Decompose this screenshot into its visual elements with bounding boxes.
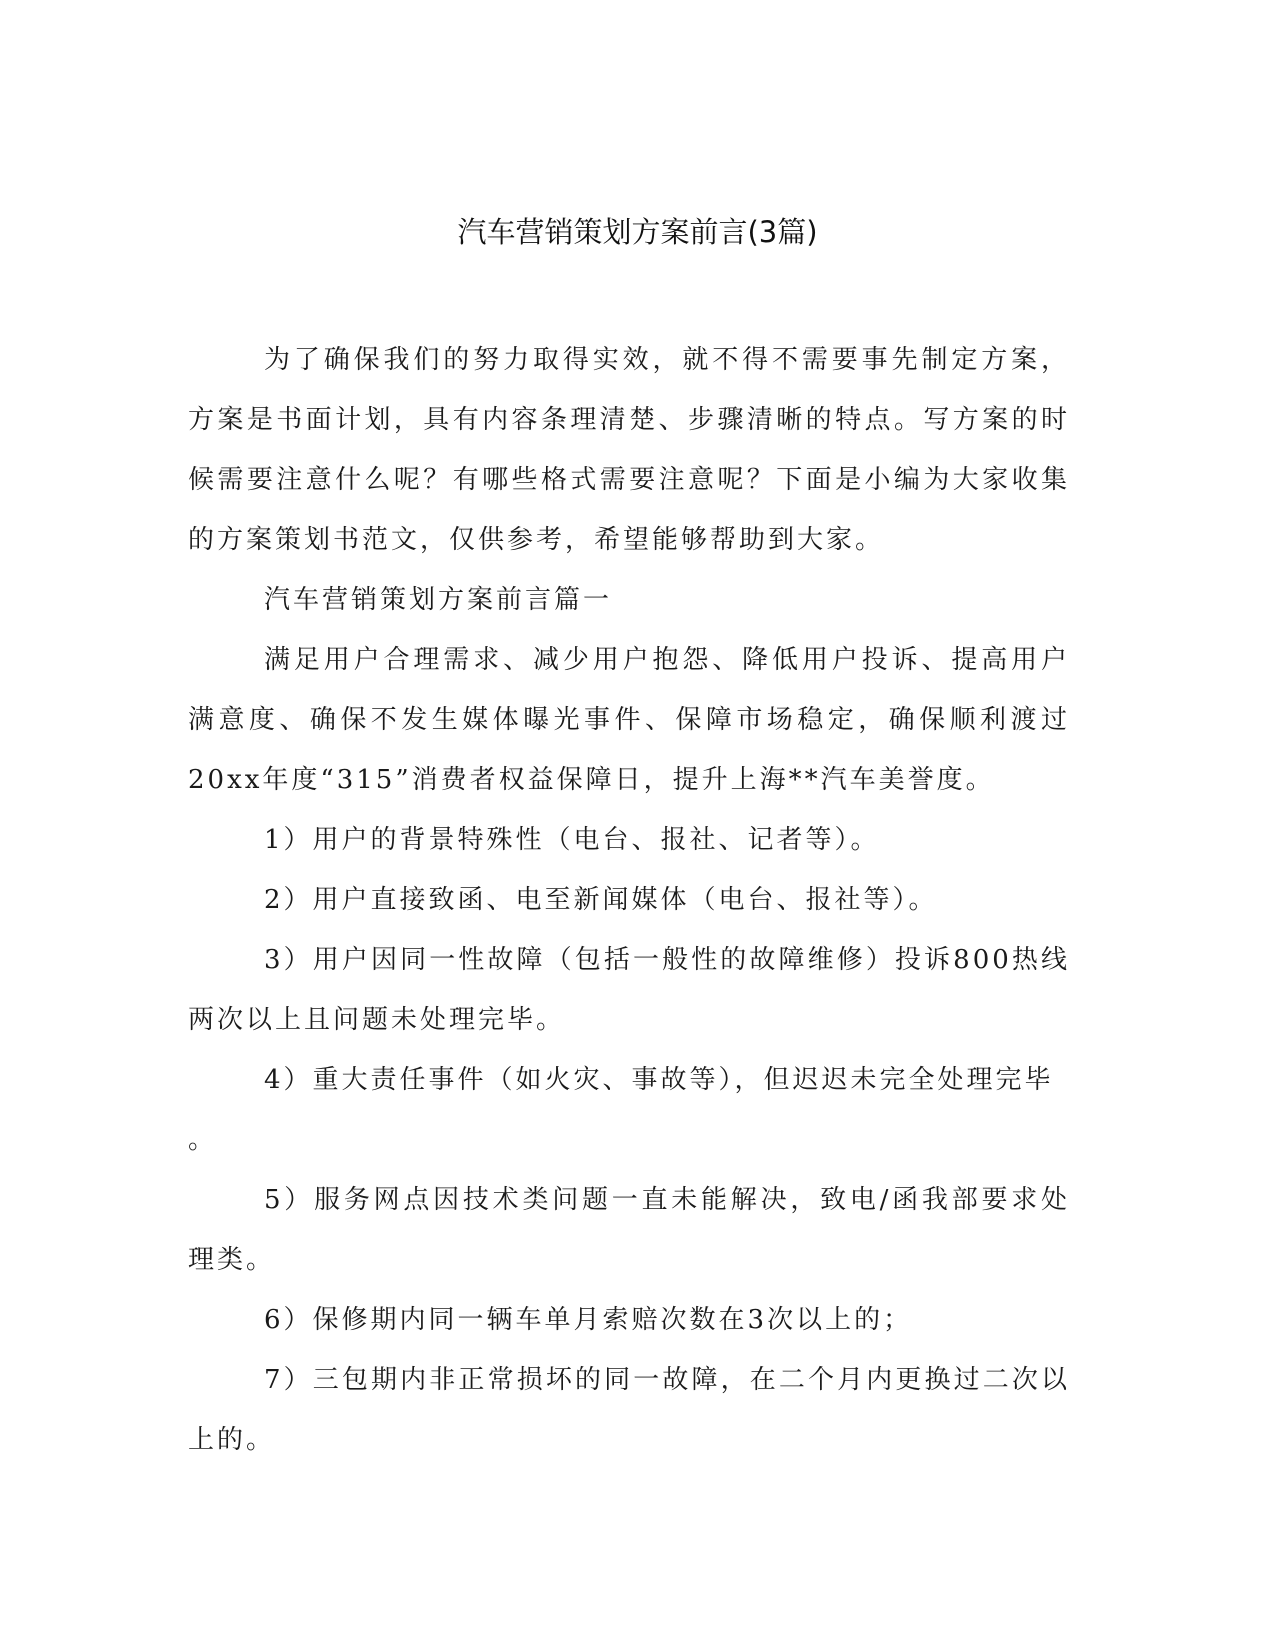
document-title: 汽车营销策划方案前言(3篇)	[457, 215, 818, 249]
list-item: 5）服务网点因技术类问题一直未能解决，致电/函我部要求处理类。	[188, 1185, 1070, 1275]
intro-paragraph: 为了确保我们的努力取得实效，就不得不需要事先制定方案，方案是书面计划，具有内容条理清楚、步骤清晰的特点。写方案的时候需要注意什么呢？有哪些格式需要注意呢？下面是小编为大家收集的方案策划书范文，仅供参考，希望能够帮助到大家。	[188, 345, 1070, 555]
list-item: 6）保修期内同一辆车单月索赔次数在3次以上的；	[264, 1305, 913, 1335]
list-item-continuation: 。	[188, 1125, 218, 1155]
list-item: 7）三包期内非正常损坏的同一故障，在二个月内更换过二次以上的。	[188, 1365, 1070, 1455]
goal-paragraph: 满足用户合理需求、减少用户抱怨、降低用户投诉、提高用户满意度、确保不发生媒体曝光事件、保障市场稳定，确保顺利渡过20xx年度“315”消费者权益保障日，提升上海**汽车美誉度。	[188, 645, 1070, 795]
list-item: 1）用户的背景特殊性（电台、报社、记者等）。	[264, 825, 880, 855]
document-body	[188, 330, 1070, 1470]
section-heading: 汽车营销策划方案前言篇一	[264, 585, 613, 615]
list-item: 2）用户直接致函、电至新闻媒体（电台、报社等）。	[264, 885, 938, 915]
list-item: 3）用户因同一性故障（包括一般性的故障维修）投诉800热线两次以上且问题未处理完毕。	[188, 945, 1070, 1035]
list-item: 4）重大责任事件（如火灾、事故等），但迟迟未完全处理完毕	[264, 1065, 1054, 1095]
